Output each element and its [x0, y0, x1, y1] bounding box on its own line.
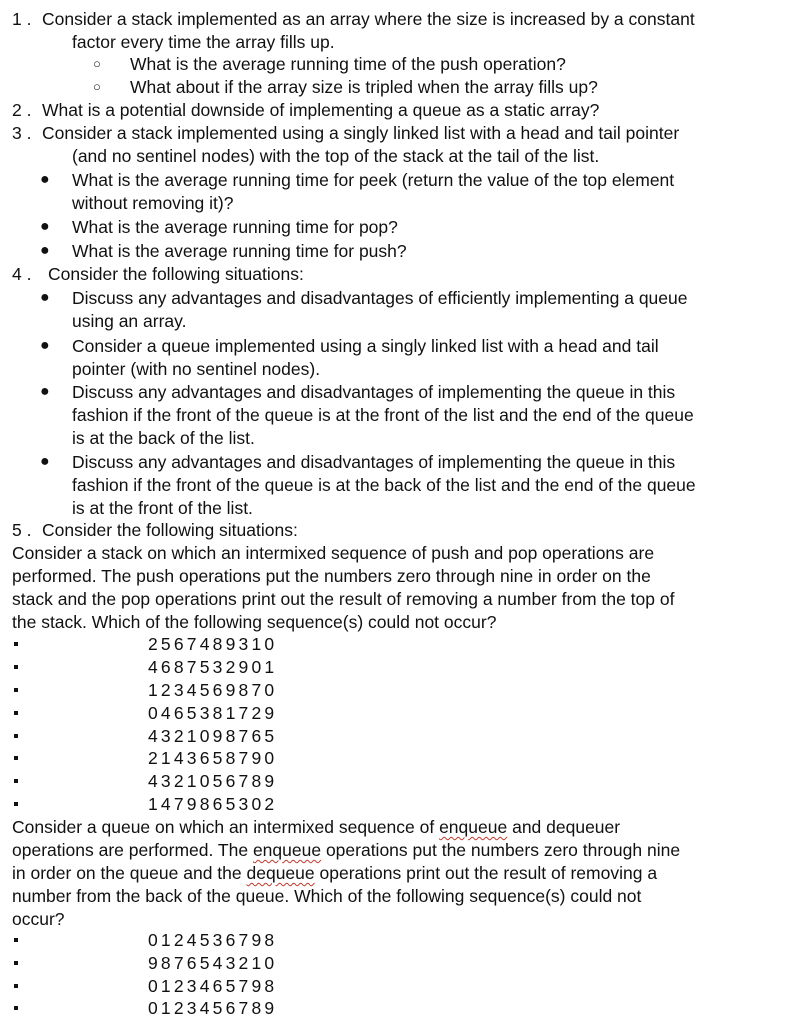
- bullet-icon: ●: [40, 337, 50, 354]
- q3-number: 3 .: [12, 123, 32, 143]
- square-bullet-icon: [14, 802, 18, 806]
- bullet-icon: ●: [40, 242, 50, 259]
- circle-bullet-icon: ○: [93, 79, 101, 94]
- bullet-icon: ●: [40, 383, 50, 400]
- square-bullet-icon: [14, 665, 18, 669]
- square-bullet-icon: [14, 734, 18, 738]
- bullet-icon: ●: [40, 289, 50, 306]
- circle-bullet-icon: ○: [93, 56, 101, 71]
- square-bullet-icon: [14, 756, 18, 760]
- q4-number: 4 .: [12, 264, 32, 284]
- q2-number: 2 .: [12, 100, 32, 120]
- square-bullet-icon: [14, 961, 18, 965]
- spellcheck-word: enqueue: [252, 840, 322, 860]
- bullet-icon: ●: [40, 218, 50, 235]
- square-bullet-icon: [14, 642, 18, 646]
- square-bullet-icon: [14, 984, 18, 988]
- square-bullet-icon: [14, 779, 18, 783]
- bullet-icon: ●: [40, 171, 50, 188]
- q1-number: 1 .: [12, 9, 32, 29]
- square-bullet-icon: [14, 711, 18, 715]
- square-bullet-icon: [14, 938, 18, 942]
- q5-number: 5 .: [12, 520, 32, 540]
- spellcheck-word: enqueue: [439, 817, 508, 837]
- spellcheck-word: dequeue: [246, 863, 315, 883]
- square-bullet-icon: [14, 688, 18, 692]
- square-bullet-icon: [14, 1006, 18, 1010]
- bullet-icon: ●: [40, 453, 50, 470]
